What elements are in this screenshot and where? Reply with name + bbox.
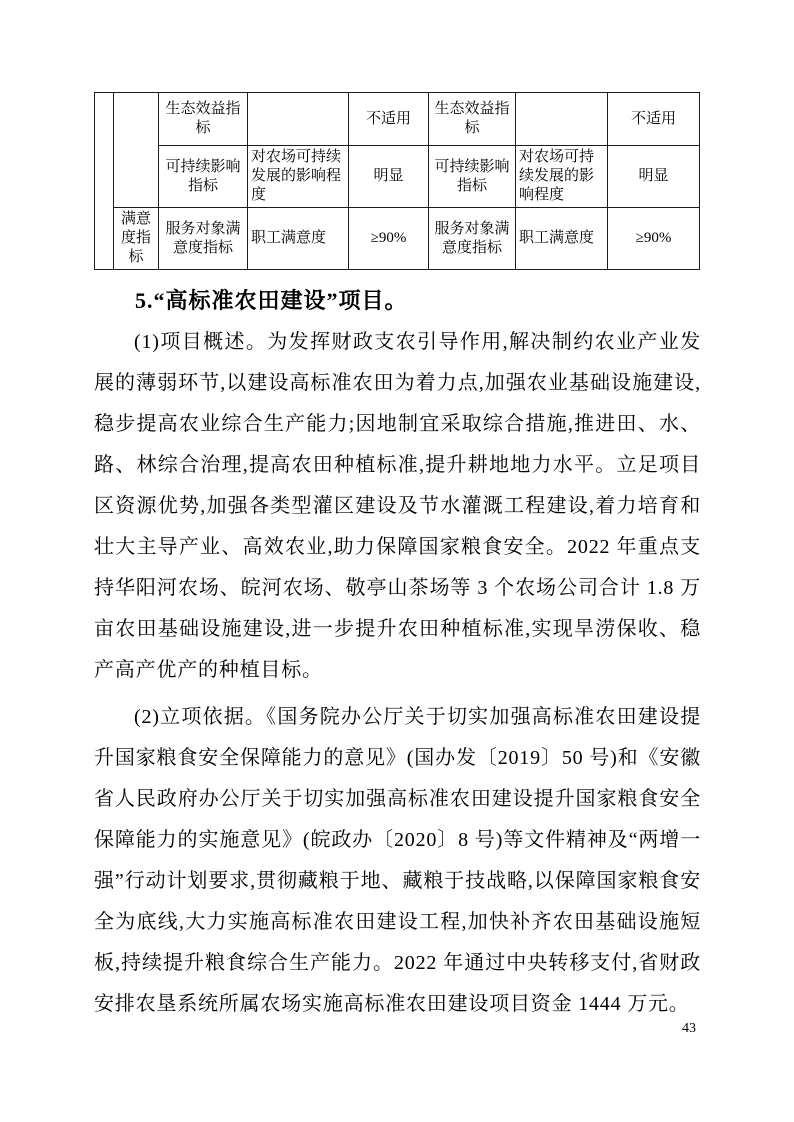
cell-continuation [95, 93, 114, 270]
paragraph-project-basis: (2)立项依据。《国务院办公厅关于切实加强高标准农田建设提升国家粮食安全保障能力的意见》(国办发〔2019〕50 号)和《安徽省人民政府办公厅关于切实加强高标准农田建设提升国家粮食安全保障能力的实施意见》(皖政办〔2020〕8 号)等文件精神及“两增一强”行动计划要求,贯彻藏粮于地、藏粮于技战略,以保障国家粮食安全为底线,大力实施高标准农田建设工程,加快补齐农田基础设施短板,持续提升粮食综合生产能力。2022 年通过中央转移支付,省财政安排农垦系统所属农场实施高标准农田建设项目资金 1444 万元。 [94, 706, 701, 1015]
cell-eco-label-right: 生态效益指标 [429, 93, 516, 146]
cell-category-spacer [114, 93, 159, 208]
cell-service-label-right: 服务对象满意度指标 [429, 208, 516, 270]
cell-service-detail-right: 职工满意度 [516, 208, 608, 270]
cell-service-value-right: ≥90% [608, 208, 700, 270]
table-row [95, 93, 700, 146]
paragraph-project-overview: (1)项目概述。为发挥财政支农引导作用,解决制约农业产业发展的薄弱环节,以建设高标准农田为着力点,加强农业基础设施建设,稳步提高农业综合生产能力;因地制宜采取综合措施,推进田、水、路、林综合治理,提高农田种植标准,提升耕地地力水平。立足项目区资源优势,加强各类型灌区建设及节水灌溉工程建设,着力培育和壮大主导产业、高效农业,助力保障国家粮食安全。2022 年重点支持华阳河农场、皖河农场、敬亭山茶场等 3 个农场公司合计 1.8 万亩农田基础设施建设,进一步提升农田种植标准,实现旱涝保收、稳产高产优产的种植目标。 [94, 331, 701, 681]
cell-sustain-detail-left: 对农场可持续发展的影响程度 [248, 146, 349, 208]
cell-service-detail-left: 职工满意度 [248, 208, 349, 270]
indicator-table [94, 92, 700, 270]
cell-eco-label-left: 生态效益指标 [159, 93, 248, 146]
table-row [95, 146, 700, 208]
cell-sustain-value-right: 明显 [608, 146, 700, 208]
cell-eco-detail-left [248, 93, 349, 146]
cell-sustain-label-right: 可持续影响指标 [429, 146, 516, 208]
cell-eco-value-right: 不适用 [608, 93, 700, 146]
page-number: 43 [682, 1021, 696, 1036]
cell-sustain-detail-right: 对农场可持续发展的影响程度 [516, 146, 608, 208]
section-heading: 5.“高标准农田建设”项目。 [135, 288, 408, 313]
cell-eco-detail-right [516, 93, 608, 146]
cell-sustain-label-left: 可持续影响指标 [159, 146, 248, 208]
cell-eco-value-left: 不适用 [349, 93, 429, 146]
cell-sustain-value-left: 明显 [349, 146, 429, 208]
cell-satisfaction-category: 满意度指标 [114, 208, 159, 270]
page-content [94, 92, 701, 1025]
table-row [95, 208, 700, 270]
cell-service-label-left: 服务对象满意度指标 [159, 208, 248, 270]
cell-service-value-left: ≥90% [349, 208, 429, 270]
